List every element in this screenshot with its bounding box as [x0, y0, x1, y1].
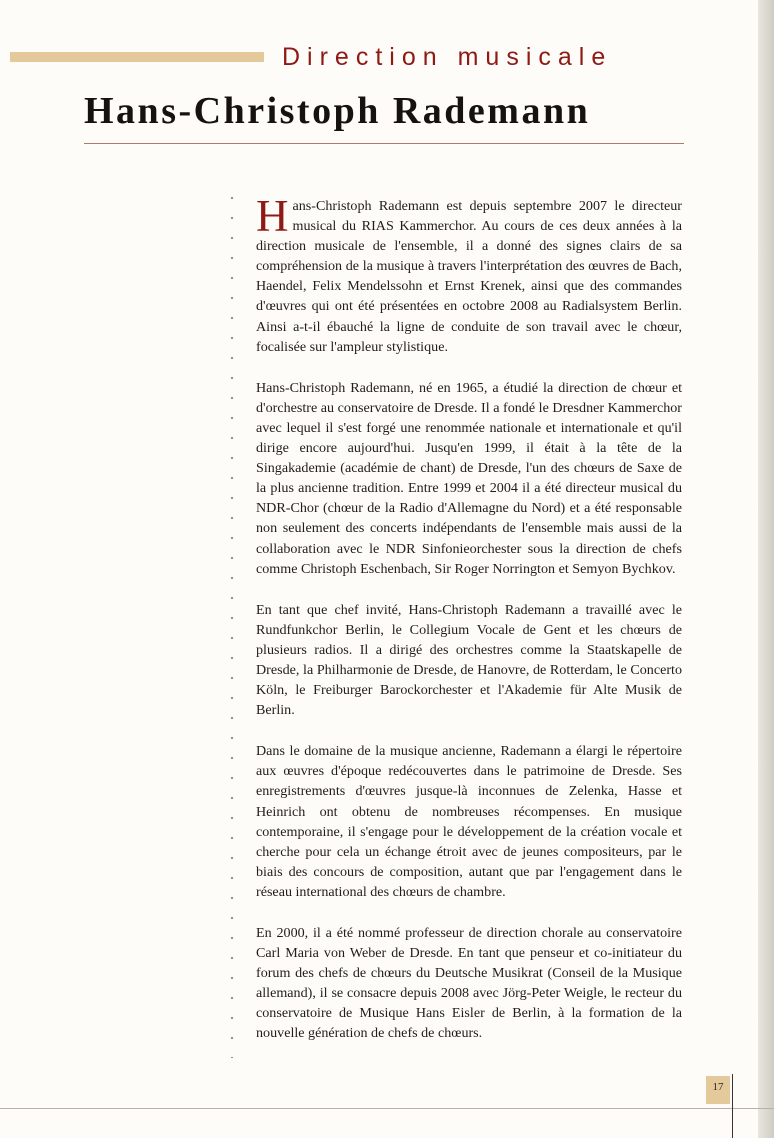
paragraph-3: En tant que chef invité, Hans-Christoph Rademann a travaillé avec le Rundfunkchor Berlin, le Collegium Vocale de Gent et les chœurs de plusieurs radios. Il a dirigé des orchestres comme la Staatskapelle de Dresde, la Philharmonie de Dresde, de Hanovre, de Rotterdam, le Concerto Köln, le Freiburger Barockorchester et l'Akademie für Alte Musik de Berlin.	[256, 601, 682, 719]
paragraph-5: En 2000, il a été nommé professeur de direction chorale au conservatoire Carl Maria von Weber de Dresde. En tant que penseur et co-initiateur du forum des chefs de chœurs du Deutsche Musikrat (Conseil de la Musique allemand), il se consacre depuis 2008 avec Jörg-Peter Weigle, le recteur du conservatoire de Musique Hans Eisler de Berlin, à la formation de la nouvelle génération de chefs de chœurs.	[256, 925, 682, 1042]
dotted-margin-line	[227, 188, 237, 1058]
page-title: Hans-Christoph Rademann	[84, 90, 591, 132]
title-underline	[84, 143, 684, 144]
paragraph-2: Hans-Christoph Rademann, né en 1965, a étudié la direction de chœur et d'orchestre au conservatoire de Dresde. Il a fondé le Dresdner Kammerchor avec lequel il s'est forgé une renommée nationale et internationale et qu'il dirige encore aujourd'hui. Jusqu'en 1999, il était à la tête de la Singakademie (académie de chant) de Dresde, l'un des chœurs de Saxe de la plus ancienne tradition. Entre 1999 et 2004 il a été directeur musical du NDR-Chor (chœur de la Radio d'Allemagne du Nord) et a été responsable non seulement des concerts indépendants de l'ensemble mais aussi de la collaboration avec le NDR Sinfonieorchester sous la direction de chefs comme Christoph Eschenbach, Sir Roger Norrington et Semyon Bychkov.	[256, 379, 682, 577]
page-number: 17	[706, 1076, 730, 1104]
section-label: Direction musicale	[282, 43, 613, 71]
body-text	[256, 191, 682, 1065]
paragraph-1	[256, 191, 682, 357]
header-gold-bar	[10, 52, 264, 62]
paragraph-1-text: ans-Christoph Rademann est depuis septembre 2007 le directeur musical du RIAS Kammerchor. Au cours de ces deux années à la direction musicale de l'ensemble, il a donné des signes clairs de sa compréhension de la musique à travers l'interprétation des œuvres de Bach, Haendel, Felix Mendelssohn et Ernst Krenek, ainsi que des commandes d'œuvres qui ont été présentées en octobre 2008 au Radialsystem Berlin. Ainsi a-t-il ébauché la ligne de conduite de son travail avec le chœur, focalisée sur l'ampleur stylistique.	[256, 198, 682, 355]
page-side-shadow	[758, 0, 774, 1138]
page-edge-line	[732, 1074, 733, 1138]
footer-rule	[0, 1108, 774, 1109]
paragraph-4: Dans le domaine de la musique ancienne, Rademann a élargi le répertoire aux œuvres d'époque redécouvertes dans le patrimoine de Dresde. Ses enregistrements d'œuvres jusque-là inconnues de Zelenka, Hasse et Heinrich ont obtenu de nombreuses récompenses. En musique contemporaine, il s'engage pour le développement de la création vocale et cherche pour cela un échange étroit avec de jeunes compositeurs, par le biais des concours de composition, autant que par l'engagement dans le réseau international des chœurs de chambre.	[256, 743, 682, 900]
drop-cap: H	[256, 191, 289, 241]
